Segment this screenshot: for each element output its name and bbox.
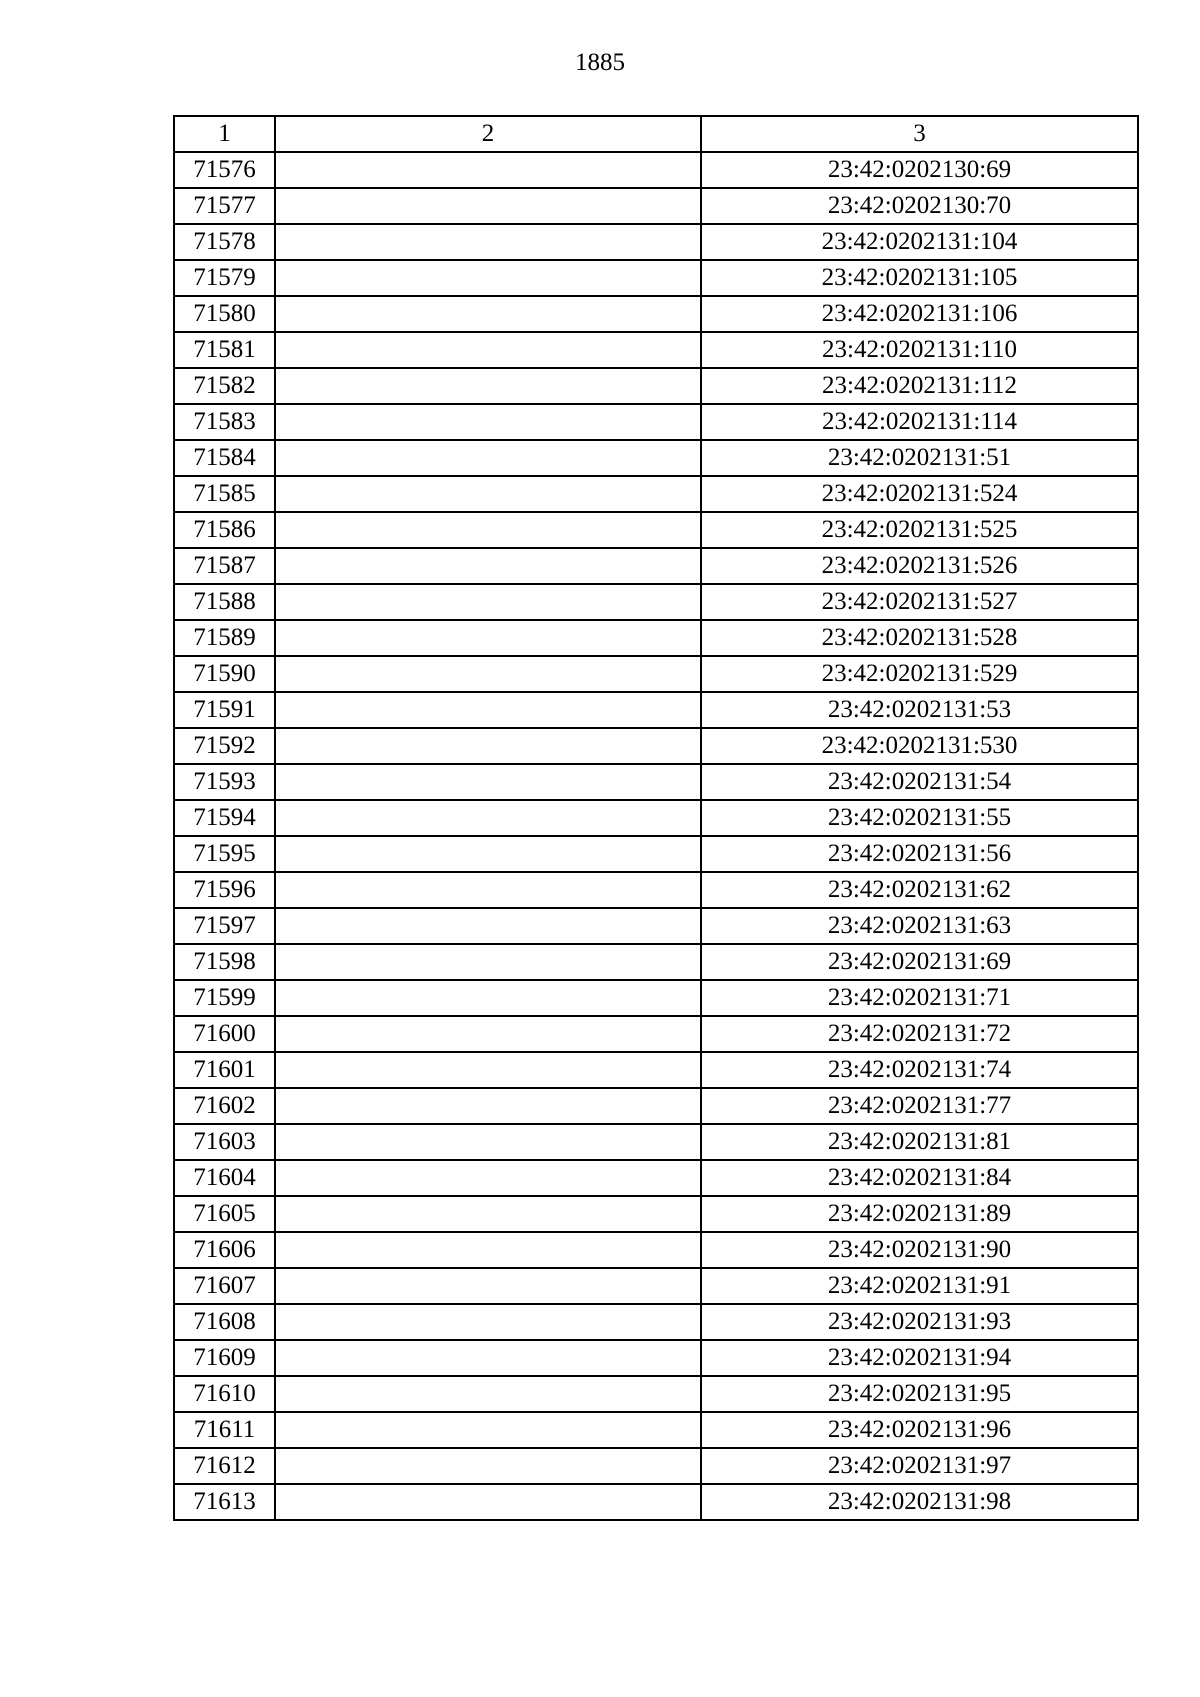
row-number-cell: 71599 [174, 980, 275, 1016]
table-row [174, 764, 1138, 800]
row-blank-cell [275, 1412, 701, 1448]
row-blank-cell [275, 1124, 701, 1160]
table-row [174, 836, 1138, 872]
row-number-cell: 71576 [174, 152, 275, 188]
cadastral-number-cell: 23:42:0202131:524 [701, 476, 1138, 512]
cadastral-number-cell: 23:42:0202131:96 [701, 1412, 1138, 1448]
cadastral-number-cell: 23:42:0202131:112 [701, 368, 1138, 404]
row-number-cell: 71607 [174, 1268, 275, 1304]
cadastral-number-cell: 23:42:0202131:62 [701, 872, 1138, 908]
row-number-cell: 71582 [174, 368, 275, 404]
row-blank-cell [275, 584, 701, 620]
cadastral-number-cell: 23:42:0202131:81 [701, 1124, 1138, 1160]
row-number-cell: 71604 [174, 1160, 275, 1196]
table-row [174, 1376, 1138, 1412]
cadastral-number-cell: 23:42:0202131:529 [701, 656, 1138, 692]
row-blank-cell [275, 1160, 701, 1196]
cadastral-number-cell: 23:42:0202131:71 [701, 980, 1138, 1016]
table-row [174, 800, 1138, 836]
registry-table [173, 115, 1139, 1521]
row-blank-cell [275, 476, 701, 512]
cadastral-number-cell: 23:42:0202131:72 [701, 1016, 1138, 1052]
row-number-cell: 71587 [174, 548, 275, 584]
column-header-1: 1 [174, 116, 275, 152]
row-blank-cell [275, 260, 701, 296]
table-row [174, 152, 1138, 188]
table-row [174, 1340, 1138, 1376]
cadastral-number-cell: 23:42:0202131:106 [701, 296, 1138, 332]
cadastral-number-cell: 23:42:0202131:63 [701, 908, 1138, 944]
table-row [174, 224, 1138, 260]
row-blank-cell [275, 656, 701, 692]
row-number-cell: 71593 [174, 764, 275, 800]
header-row [174, 116, 1138, 152]
row-blank-cell [275, 1484, 701, 1520]
table-row [174, 728, 1138, 764]
row-number-cell: 71612 [174, 1448, 275, 1484]
table-row [174, 1016, 1138, 1052]
table-row [174, 548, 1138, 584]
cadastral-number-cell: 23:42:0202131:51 [701, 440, 1138, 476]
row-number-cell: 71585 [174, 476, 275, 512]
cadastral-number-cell: 23:42:0202131:94 [701, 1340, 1138, 1376]
row-number-cell: 71610 [174, 1376, 275, 1412]
row-number-cell: 71591 [174, 692, 275, 728]
table-row [174, 1088, 1138, 1124]
row-number-cell: 71590 [174, 656, 275, 692]
row-blank-cell [275, 1052, 701, 1088]
cadastral-number-cell: 23:42:0202131:90 [701, 1232, 1138, 1268]
row-number-cell: 71611 [174, 1412, 275, 1448]
column-header-3: 3 [701, 116, 1138, 152]
cadastral-number-cell: 23:42:0202131:110 [701, 332, 1138, 368]
table-row [174, 1412, 1138, 1448]
row-number-cell: 71580 [174, 296, 275, 332]
row-blank-cell [275, 944, 701, 980]
cadastral-number-cell: 23:42:0202131:95 [701, 1376, 1138, 1412]
row-number-cell: 71605 [174, 1196, 275, 1232]
row-blank-cell [275, 1088, 701, 1124]
row-number-cell: 71613 [174, 1484, 275, 1520]
cadastral-number-cell: 23:42:0202131:69 [701, 944, 1138, 980]
table-row [174, 1160, 1138, 1196]
row-blank-cell [275, 440, 701, 476]
cadastral-number-cell: 23:42:0202131:56 [701, 836, 1138, 872]
table-row [174, 1304, 1138, 1340]
cadastral-number-cell: 23:42:0202131:525 [701, 512, 1138, 548]
row-number-cell: 71581 [174, 332, 275, 368]
table-row [174, 692, 1138, 728]
row-number-cell: 71577 [174, 188, 275, 224]
cadastral-number-cell: 23:42:0202131:77 [701, 1088, 1138, 1124]
row-blank-cell [275, 836, 701, 872]
cadastral-number-cell: 23:42:0202131:105 [701, 260, 1138, 296]
column-header-2: 2 [275, 116, 701, 152]
cadastral-number-cell: 23:42:0202131:54 [701, 764, 1138, 800]
table-row [174, 620, 1138, 656]
cadastral-number-cell: 23:42:0202131:74 [701, 1052, 1138, 1088]
row-number-cell: 71594 [174, 800, 275, 836]
row-blank-cell [275, 908, 701, 944]
row-blank-cell [275, 764, 701, 800]
table-row [174, 1484, 1138, 1520]
table-row [174, 512, 1138, 548]
cadastral-number-cell: 23:42:0202131:89 [701, 1196, 1138, 1232]
row-blank-cell [275, 512, 701, 548]
row-blank-cell [275, 152, 701, 188]
cadastral-number-cell: 23:42:0202130:69 [701, 152, 1138, 188]
row-blank-cell [275, 1340, 701, 1376]
cadastral-number-cell: 23:42:0202131:53 [701, 692, 1138, 728]
row-number-cell: 71588 [174, 584, 275, 620]
row-number-cell: 71597 [174, 908, 275, 944]
row-blank-cell [275, 800, 701, 836]
row-number-cell: 71598 [174, 944, 275, 980]
table-row [174, 1268, 1138, 1304]
table-row [174, 1232, 1138, 1268]
table-row [174, 476, 1138, 512]
cadastral-number-cell: 23:42:0202131:528 [701, 620, 1138, 656]
row-blank-cell [275, 224, 701, 260]
cadastral-number-cell: 23:42:0202131:114 [701, 404, 1138, 440]
cadastral-number-cell: 23:42:0202131:93 [701, 1304, 1138, 1340]
cadastral-number-cell: 23:42:0202131:527 [701, 584, 1138, 620]
table-row [174, 1448, 1138, 1484]
table-row [174, 908, 1138, 944]
cadastral-number-cell: 23:42:0202131:98 [701, 1484, 1138, 1520]
row-number-cell: 71583 [174, 404, 275, 440]
row-blank-cell [275, 980, 701, 1016]
row-blank-cell [275, 188, 701, 224]
table-row [174, 440, 1138, 476]
cadastral-number-cell: 23:42:0202131:91 [701, 1268, 1138, 1304]
cadastral-number-cell: 23:42:0202131:526 [701, 548, 1138, 584]
table-row [174, 656, 1138, 692]
table-row [174, 872, 1138, 908]
cadastral-number-cell: 23:42:0202131:84 [701, 1160, 1138, 1196]
page-number: 1885 [575, 49, 625, 76]
table-row [174, 332, 1138, 368]
table-row [174, 260, 1138, 296]
row-blank-cell [275, 1016, 701, 1052]
cadastral-number-cell: 23:42:0202131:104 [701, 224, 1138, 260]
row-blank-cell [275, 872, 701, 908]
row-number-cell: 71600 [174, 1016, 275, 1052]
table-row [174, 296, 1138, 332]
table-row [174, 980, 1138, 1016]
row-blank-cell [275, 332, 701, 368]
row-number-cell: 71596 [174, 872, 275, 908]
table-body [174, 152, 1138, 1520]
row-blank-cell [275, 692, 701, 728]
table-row [174, 188, 1138, 224]
row-blank-cell [275, 404, 701, 440]
row-blank-cell [275, 1448, 701, 1484]
row-number-cell: 71608 [174, 1304, 275, 1340]
row-blank-cell [275, 1268, 701, 1304]
row-blank-cell [275, 1304, 701, 1340]
table-row [174, 944, 1138, 980]
cadastral-number-cell: 23:42:0202130:70 [701, 188, 1138, 224]
row-number-cell: 71606 [174, 1232, 275, 1268]
row-number-cell: 71602 [174, 1088, 275, 1124]
row-number-cell: 71601 [174, 1052, 275, 1088]
cadastral-number-cell: 23:42:0202131:55 [701, 800, 1138, 836]
row-number-cell: 71595 [174, 836, 275, 872]
row-number-cell: 71579 [174, 260, 275, 296]
cadastral-number-cell: 23:42:0202131:97 [701, 1448, 1138, 1484]
row-blank-cell [275, 368, 701, 404]
cadastral-number-cell: 23:42:0202131:530 [701, 728, 1138, 764]
row-blank-cell [275, 296, 701, 332]
table-row [174, 1052, 1138, 1088]
row-number-cell: 71586 [174, 512, 275, 548]
row-number-cell: 71592 [174, 728, 275, 764]
table-row [174, 368, 1138, 404]
table-row [174, 1124, 1138, 1160]
row-number-cell: 71584 [174, 440, 275, 476]
row-blank-cell [275, 728, 701, 764]
row-blank-cell [275, 1232, 701, 1268]
row-number-cell: 71578 [174, 224, 275, 260]
row-blank-cell [275, 1196, 701, 1232]
row-number-cell: 71589 [174, 620, 275, 656]
table-header [174, 116, 1138, 152]
row-number-cell: 71603 [174, 1124, 275, 1160]
table-row [174, 1196, 1138, 1232]
table-row [174, 584, 1138, 620]
row-blank-cell [275, 548, 701, 584]
row-blank-cell [275, 620, 701, 656]
table-row [174, 404, 1138, 440]
row-blank-cell [275, 1376, 701, 1412]
row-number-cell: 71609 [174, 1340, 275, 1376]
